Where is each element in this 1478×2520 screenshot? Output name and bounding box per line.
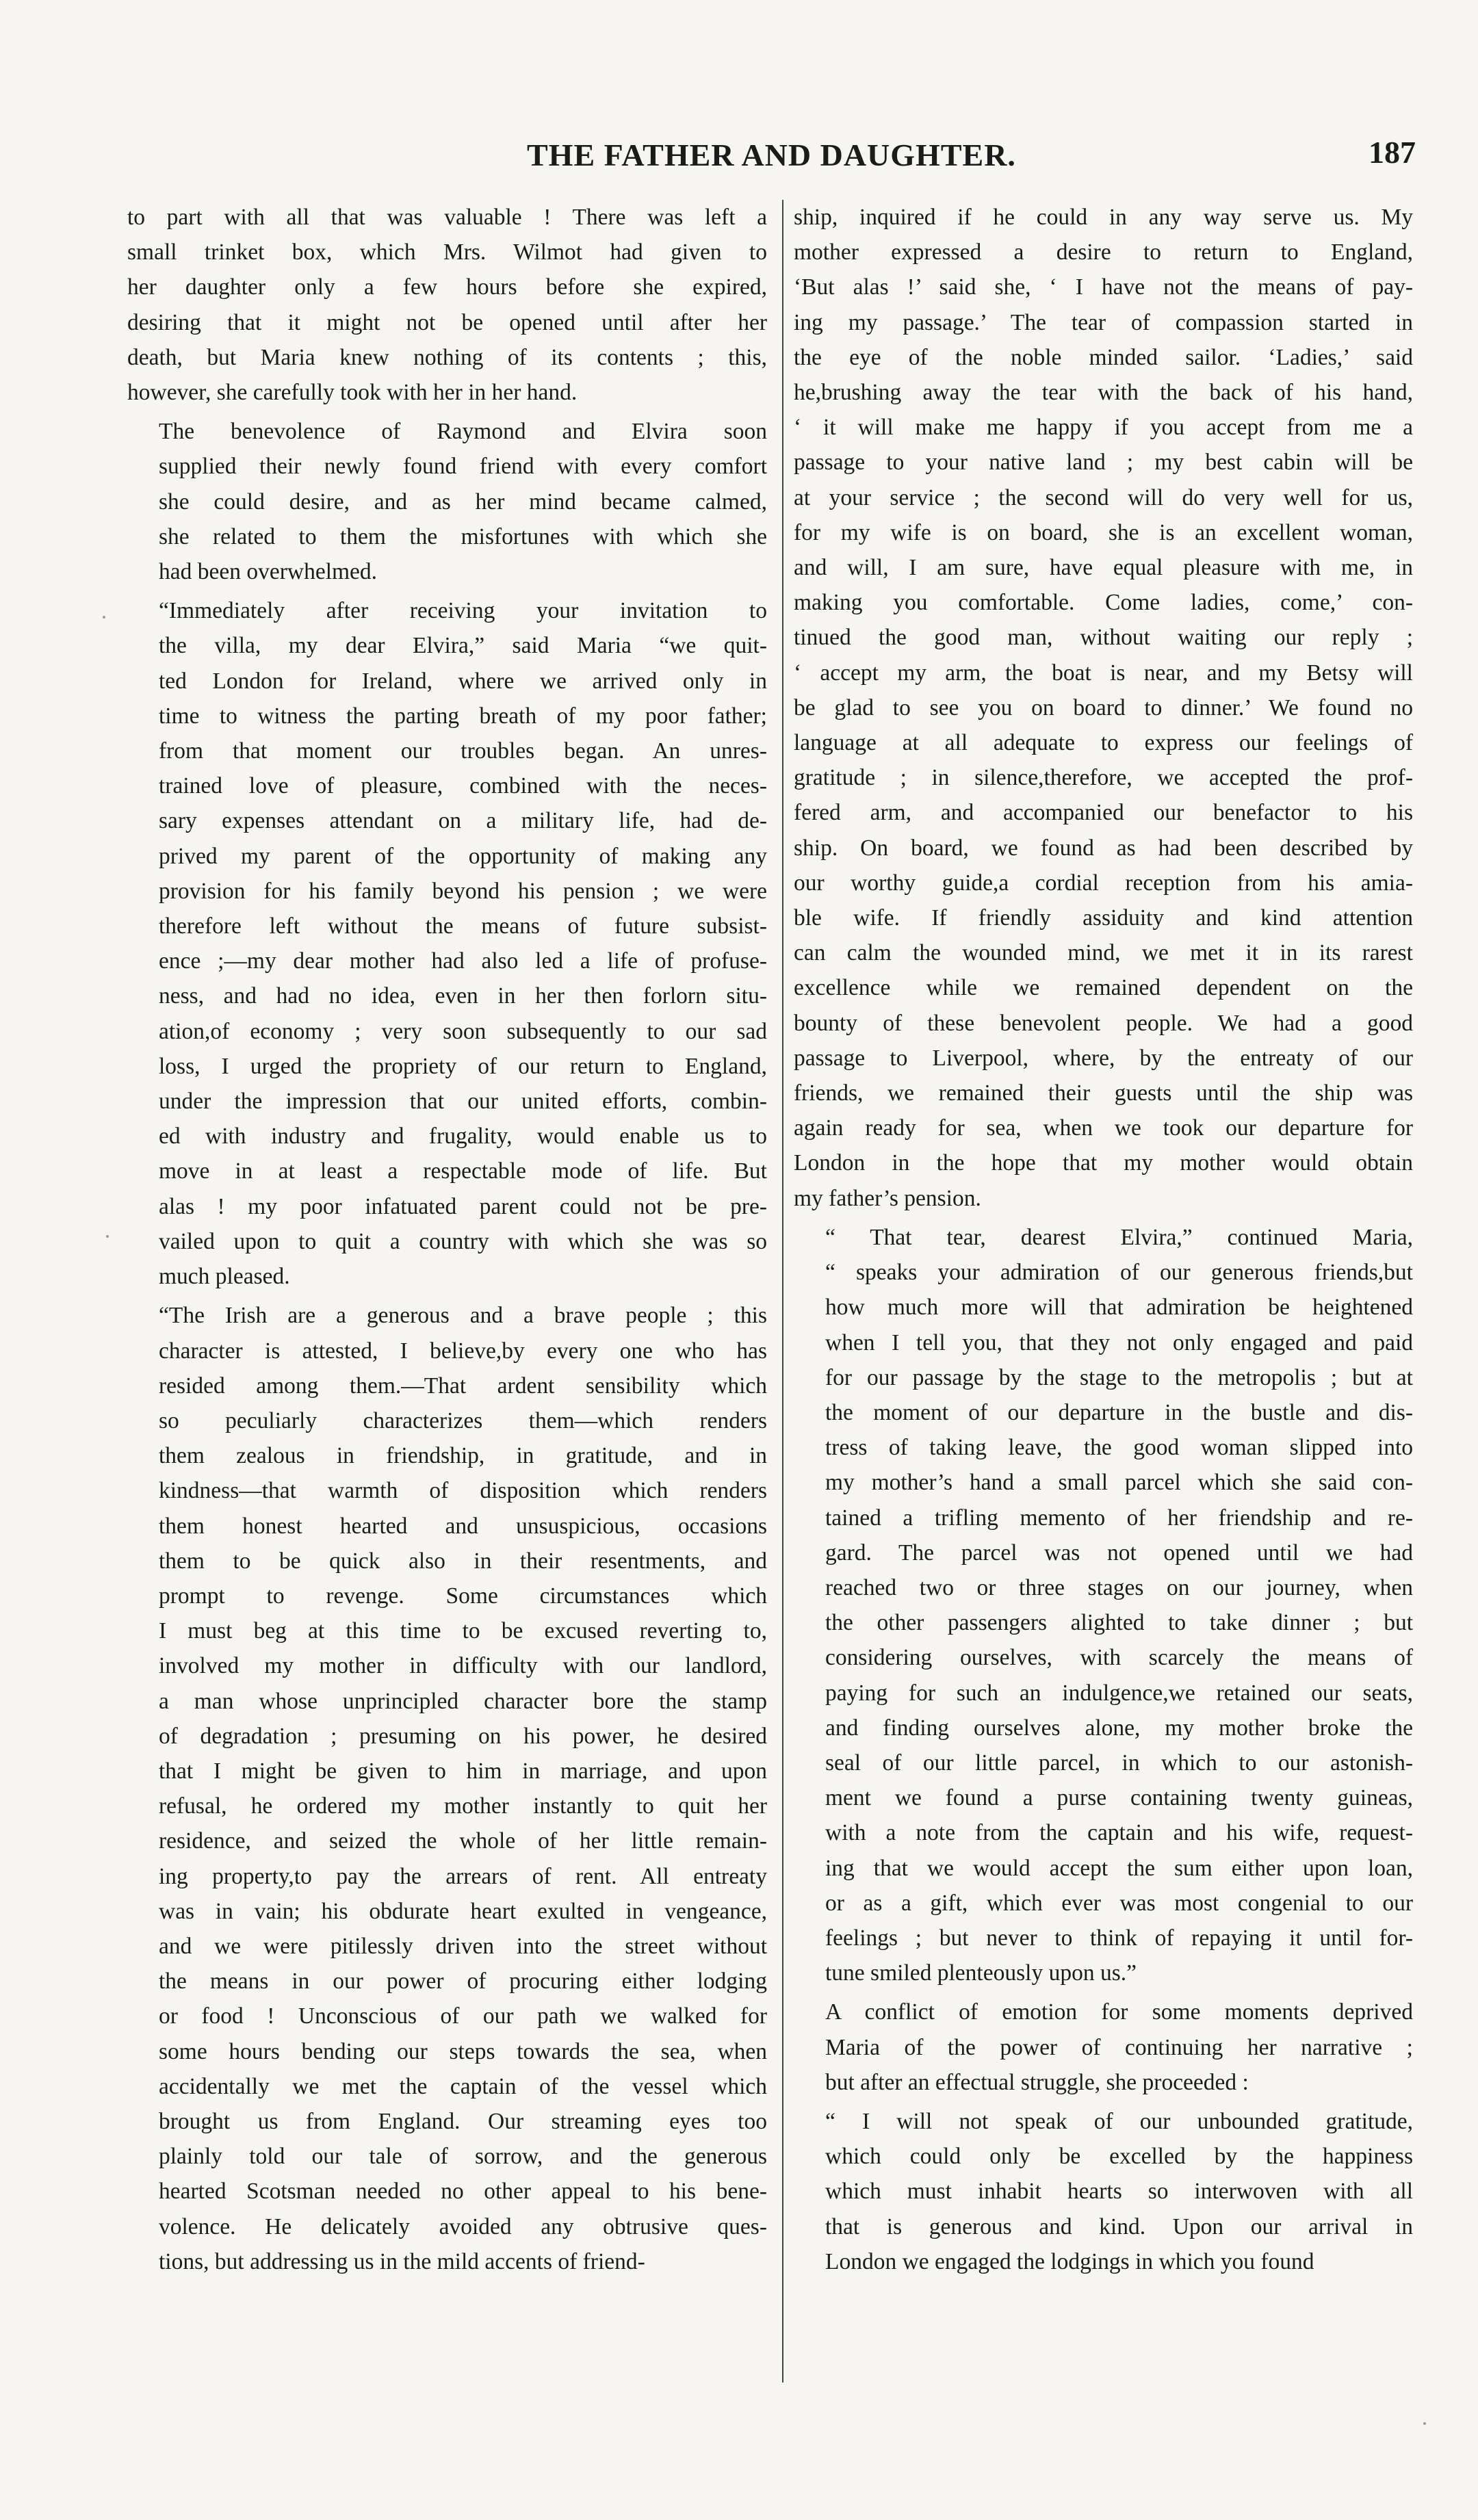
text-line: ing property,to pay the arrears of rent. All entreaty bbox=[159, 1863, 767, 1889]
text-line: “Immediately after receiving your invitation to bbox=[159, 598, 767, 624]
text-line: and finding ourselves alone, my mother broke the bbox=[825, 1715, 1413, 1741]
text-line: excellence while we remained dependent on the bbox=[794, 975, 1413, 1001]
text-line: again ready for sea, when we took our departure for bbox=[794, 1115, 1413, 1141]
page-number: 187 bbox=[1369, 135, 1416, 170]
text-line: however, she carefully took with her in her hand. bbox=[127, 380, 578, 406]
text-line: “The Irish are a generous and a brave people ; this bbox=[159, 1303, 767, 1329]
text-line: she could desire, and as her mind became calmed, bbox=[159, 489, 767, 515]
paper-speck bbox=[103, 616, 105, 619]
text-line: the means in our power of procuring either lodging bbox=[159, 1969, 767, 1995]
text-line: tinued the good man, without waiting our reply ; bbox=[794, 625, 1413, 651]
text-line: reached two or three stages on our journey, when bbox=[825, 1574, 1413, 1600]
text-line: accidentally we met the captain of the vessel which bbox=[159, 2073, 767, 2099]
text-line: character is attested, I believe,by every one who has bbox=[159, 1338, 767, 1364]
text-line: refusal, he ordered my mother instantly to quit her bbox=[159, 1793, 767, 1819]
column-divider bbox=[782, 200, 783, 2382]
text-line: some hours bending our steps towards the sea, when bbox=[159, 2038, 767, 2064]
left-paragraph bbox=[127, 414, 767, 589]
text-line: and we were pitilessly driven into the street without bbox=[159, 1933, 767, 1959]
text-line: plainly told our tale of sorrow, and the generous bbox=[159, 2144, 767, 2170]
text-line: can calm the wounded mind, we met it in its rarest bbox=[794, 940, 1413, 966]
text-line: my father’s pension. bbox=[794, 1185, 981, 1211]
text-line: ‘ it will make me happy if you accept from me a bbox=[794, 415, 1413, 441]
text-line: therefore left without the means of future subsist- bbox=[159, 913, 767, 939]
text-line: and will, I am sure, have equal pleasure with me, in bbox=[794, 555, 1413, 581]
text-line: London we engaged the lodgings in which you found bbox=[825, 2248, 1314, 2274]
running-head bbox=[0, 137, 1478, 192]
text-line: passage to your native land ; my best cabin will be bbox=[794, 450, 1413, 476]
text-line: for my wife is on board, she is an excellent woman, bbox=[794, 519, 1413, 545]
text-line: tress of taking leave, the good woman slipped into bbox=[825, 1435, 1413, 1461]
text-line: tained a trifling memento of her friendship and re- bbox=[825, 1505, 1413, 1531]
text-line: ‘ accept my arm, the boat is near, and my Betsy will bbox=[794, 660, 1413, 686]
text-line: had been overwhelmed. bbox=[159, 559, 378, 585]
text-line: language at all adequate to express our feelings of bbox=[794, 730, 1413, 756]
left-paragraph bbox=[127, 200, 767, 410]
text-line: or as a gift, which ever was most congenial to our bbox=[825, 1890, 1413, 1916]
text-line: to part with all that was valuable ! There was left a bbox=[127, 205, 767, 230]
text-line: ing my passage.’ The tear of compassion started in bbox=[794, 309, 1413, 335]
right-paragraph bbox=[794, 1220, 1413, 1990]
text-line: which could only be excelled by the happiness bbox=[825, 2144, 1413, 2170]
text-line: The benevolence of Raymond and Elvira soon bbox=[159, 419, 767, 445]
paper-speck bbox=[106, 1235, 109, 1238]
text-line: them to be quick also in their resentments, and bbox=[159, 1548, 767, 1574]
text-line: move in at least a respectable mode of life. But bbox=[159, 1158, 767, 1184]
right-paragraph bbox=[794, 1995, 1413, 2100]
text-line: them honest hearted and unsuspicious, occasions bbox=[159, 1513, 767, 1539]
text-line: ted London for Ireland, where we arrived only in bbox=[159, 668, 767, 694]
text-line: prived my parent of the opportunity of making any bbox=[159, 843, 767, 869]
text-line: fered arm, and accompanied our benefactor to his bbox=[794, 800, 1413, 826]
paper-speck bbox=[1423, 2422, 1426, 2425]
text-line: or food ! Unconscious of our path we walked for bbox=[159, 2003, 767, 2029]
text-line: A conflict of emotion for some moments deprived bbox=[825, 1999, 1413, 2025]
text-line: she related to them the misfortunes with which she bbox=[159, 523, 767, 549]
text-line: time to witness the parting breath of my poor father; bbox=[159, 703, 767, 729]
text-line: resided among them.—That ardent sensibility which bbox=[159, 1373, 767, 1399]
text-line: much pleased. bbox=[159, 1264, 290, 1290]
text-line: death, but Maria knew nothing of its contents ; this, bbox=[127, 344, 767, 370]
text-line: residence, and seized the whole of her little remain- bbox=[159, 1828, 767, 1854]
text-line: small trinket box, which Mrs. Wilmot had given to bbox=[127, 239, 767, 265]
text-line: when I tell you, that they not only engaged and paid bbox=[825, 1329, 1413, 1355]
text-line: Maria of the power of continuing her narrative ; bbox=[825, 2034, 1413, 2060]
text-line: ness, and had no idea, even in her then forlorn situ- bbox=[159, 983, 767, 1009]
text-line: how much more will that admiration be heightened bbox=[825, 1295, 1413, 1321]
text-line: so peculiarly characterizes them—which renders bbox=[159, 1407, 767, 1433]
text-line: for our passage by the stage to the metropolis ; but at bbox=[825, 1364, 1413, 1390]
text-line: them zealous in friendship, in gratitude, and in bbox=[159, 1443, 767, 1469]
text-line: supplied their newly found friend with every comfort bbox=[159, 454, 767, 480]
text-line: “ I will not speak of our unbounded gratitude, bbox=[825, 2108, 1413, 2134]
text-line: vailed upon to quit a country with which she was so bbox=[159, 1228, 767, 1254]
left-paragraph bbox=[127, 593, 767, 1294]
text-line: he,brushing away the tear with the back of his hand, bbox=[794, 380, 1413, 406]
text-line: mother expressed a desire to return to England, bbox=[794, 239, 1413, 265]
text-line: be glad to see you on board to dinner.’ We found no bbox=[794, 694, 1413, 720]
text-line: but after an effectual struggle, she proceeded : bbox=[825, 2069, 1249, 2095]
text-line: ence ;—my dear mother had also led a life of profuse- bbox=[159, 948, 767, 974]
text-line: alas ! my poor infatuated parent could not be pre- bbox=[159, 1193, 767, 1219]
text-line: the moment of our departure in the bustle and dis- bbox=[825, 1399, 1413, 1425]
text-line: of degradation ; presuming on his power, he desired bbox=[159, 1723, 767, 1749]
text-line: a man whose unprincipled character bore the stamp bbox=[159, 1688, 767, 1714]
text-line: from that moment our troubles began. An unres- bbox=[159, 738, 767, 764]
text-line: tions, but addressing us in the mild accents of friend- bbox=[159, 2248, 645, 2274]
text-line: seal of our little parcel, in which to our astonish- bbox=[825, 1750, 1413, 1776]
text-line: brought us from England. Our streaming eyes too bbox=[159, 2108, 767, 2134]
text-line: that is generous and kind. Upon our arrival in bbox=[825, 2213, 1413, 2239]
text-line: ble wife. If friendly assiduity and kind attention bbox=[794, 905, 1413, 931]
text-line: ment we found a purse containing twenty guineas, bbox=[825, 1785, 1413, 1811]
text-line: ation,of economy ; very soon subsequently to our sad bbox=[159, 1018, 767, 1044]
text-line: I must beg at this time to be excused reverting to, bbox=[159, 1618, 767, 1644]
text-line: feelings ; but never to think of repaying it until for- bbox=[825, 1925, 1413, 1951]
text-line: ing that we would accept the sum either upon loan, bbox=[825, 1855, 1413, 1881]
text-line: provision for his family beyond his pension ; we were bbox=[159, 878, 767, 904]
text-line: bounty of these benevolent people. We had a good bbox=[794, 1010, 1413, 1036]
text-line: gard. The parcel was not opened until we had bbox=[825, 1540, 1413, 1566]
text-line: with a note from the captain and his wife, request- bbox=[825, 1820, 1413, 1846]
text-line: loss, I urged the propriety of our return to England, bbox=[159, 1053, 767, 1079]
text-line: the eye of the noble minded sailor. ‘Ladies,’ said bbox=[794, 344, 1413, 370]
text-line: the villa, my dear Elvira,” said Maria “we quit- bbox=[159, 633, 767, 659]
text-line: my mother’s hand a small parcel which she said con- bbox=[825, 1470, 1413, 1496]
text-line: ‘But alas !’ said she, ‘ I have not the means of pay- bbox=[794, 274, 1413, 300]
text-line: the other passengers alighted to take dinner ; but bbox=[825, 1610, 1413, 1636]
text-line: volence. He delicately avoided any obtrusive ques- bbox=[159, 2213, 767, 2239]
running-title: THE FATHER AND DAUGHTER. bbox=[527, 138, 1016, 172]
text-line: trained love of pleasure, combined with the neces- bbox=[159, 773, 767, 799]
text-line: involved my mother in difficulty with our landlord, bbox=[159, 1653, 767, 1679]
text-line: friends, we remained their guests until the ship was bbox=[794, 1080, 1413, 1106]
text-line: tune smiled plenteously upon us.” bbox=[825, 1960, 1137, 1986]
text-line: ship. On board, we found as had been described by bbox=[794, 835, 1413, 861]
text-line: ed with industry and frugality, would enable us to bbox=[159, 1123, 767, 1149]
text-line: which must inhabit hearts so interwoven with all bbox=[825, 2179, 1413, 2205]
text-line: “ speaks your admiration of our generous friends,but bbox=[825, 1260, 1413, 1286]
text-line: kindness—that warmth of disposition which renders bbox=[159, 1478, 767, 1504]
text-line: paying for such an indulgence,we retained our seats, bbox=[825, 1680, 1413, 1706]
left-paragraph bbox=[127, 1298, 767, 2279]
text-line: sary expenses attendant on a military life, had de- bbox=[159, 808, 767, 834]
text-line: hearted Scotsman needed no other appeal to his bene- bbox=[159, 2179, 767, 2205]
text-line: prompt to revenge. Some circumstances which bbox=[159, 1583, 767, 1609]
text-line: making you comfortable. Come ladies, come,’ con- bbox=[794, 590, 1413, 616]
text-line: gratitude ; in silence,therefore, we accepted the prof- bbox=[794, 765, 1413, 791]
text-line: considering ourselves, with scarcely the means of bbox=[825, 1645, 1413, 1671]
text-line: passage to Liverpool, where, by the entreaty of our bbox=[794, 1045, 1413, 1071]
left-column bbox=[127, 200, 767, 2283]
right-paragraph bbox=[794, 200, 1413, 1216]
text-line: her daughter only a few hours before she expired, bbox=[127, 274, 767, 300]
text-line: at your service ; the second will do very well for us, bbox=[794, 484, 1413, 510]
text-line: our worthy guide,a cordial reception from his amia- bbox=[794, 870, 1413, 896]
text-line: under the impression that our united efforts, combin- bbox=[159, 1089, 767, 1115]
text-line: London in the hope that my mother would obtain bbox=[794, 1150, 1413, 1176]
text-line: was in vain; his obdurate heart exulted in vengeance, bbox=[159, 1898, 767, 1924]
right-paragraph bbox=[794, 2104, 1413, 2279]
text-line: “ That tear, dearest Elvira,” continued Maria, bbox=[825, 1224, 1413, 1250]
text-line: that I might be given to him in marriage, and upon bbox=[159, 1758, 767, 1784]
text-line: ship, inquired if he could in any way serve us. My bbox=[794, 205, 1413, 230]
text-line: desiring that it might not be opened until after her bbox=[127, 309, 767, 335]
right-column bbox=[794, 200, 1413, 2283]
